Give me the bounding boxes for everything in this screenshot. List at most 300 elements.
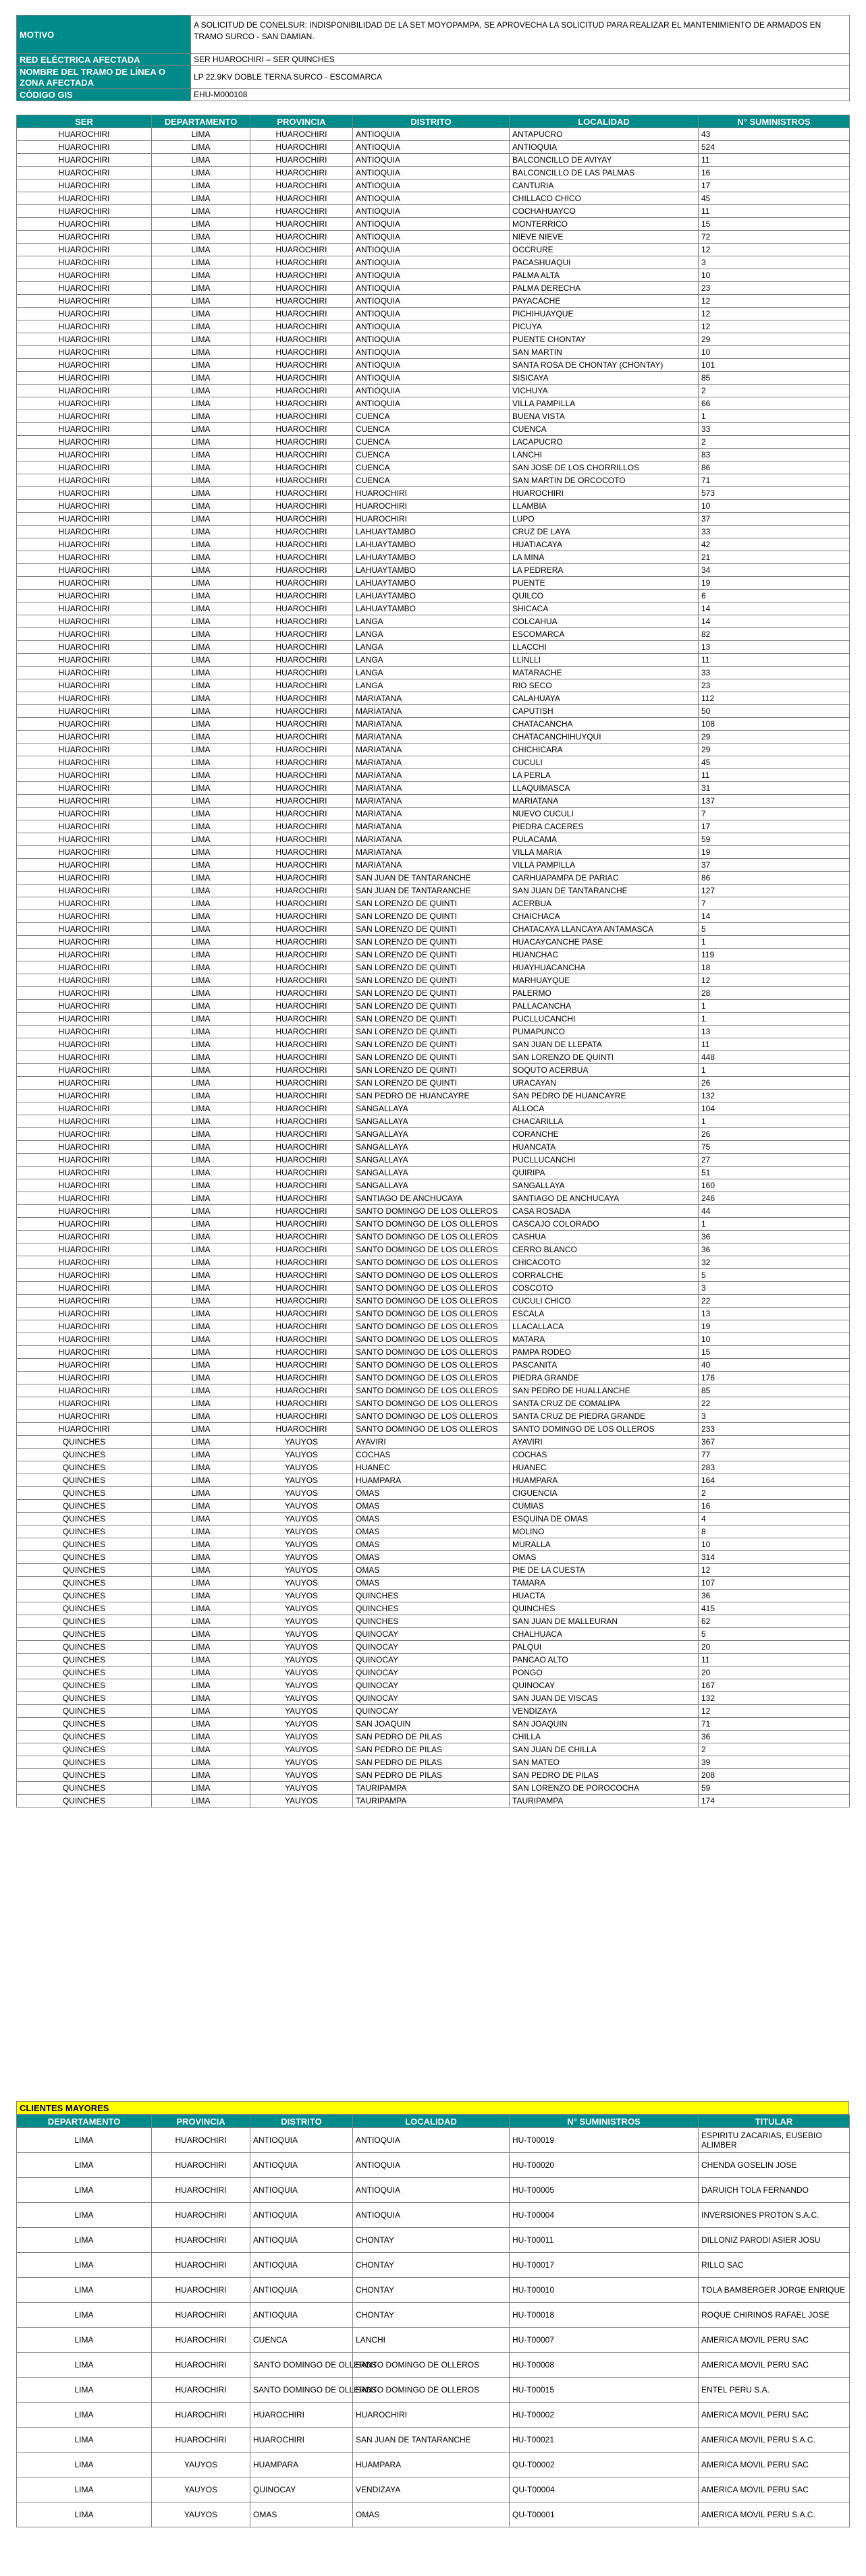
suministros-table-header [17, 115, 850, 128]
table-cell: 75 [699, 1141, 850, 1154]
table-cell: 71 [699, 1718, 850, 1731]
table-cell: LIMA [152, 756, 250, 769]
table-row [17, 1590, 850, 1602]
table-cell: ANTIOQUIA [250, 2278, 353, 2303]
table-cell: TAURIPAMPA [353, 1795, 510, 1808]
table-cell: PANCAO ALTO [510, 1654, 699, 1667]
table-cell: LIMA [152, 654, 250, 667]
table-cell: LANGA [353, 654, 510, 667]
table-row [17, 2428, 850, 2453]
table-cell: HUAROCHIRI [250, 474, 353, 487]
table-cell: 12 [699, 244, 850, 256]
table-cell: HUAROCHIRI [17, 256, 152, 269]
table-cell: HUAROCHIRI [250, 1372, 353, 1384]
table-row [17, 397, 850, 410]
table-cell: HUAROCHIRI [17, 974, 152, 987]
table-cell: LIMA [152, 1295, 250, 1308]
table-cell: CHONTAY [353, 2303, 510, 2328]
table-row [17, 1372, 850, 1384]
table-cell: LIMA [152, 1705, 250, 1718]
table-cell: HUAROCHIRI [250, 346, 353, 359]
table-cell: HUAROCHIRI [510, 487, 699, 500]
table-cell: HU-T00002 [510, 2403, 699, 2428]
table-row [17, 936, 850, 949]
table-cell: ANTIOQUIA [353, 308, 510, 320]
table-cell: HUAROCHIRI [17, 1269, 152, 1282]
table-row [17, 1051, 850, 1064]
table-cell: PUCLLUCANCHI [510, 1013, 699, 1026]
table-cell: LIMA [152, 1372, 250, 1384]
table-cell: HUAROCHIRI [17, 1179, 152, 1192]
table-cell: QUINCHES [17, 1654, 152, 1667]
table-row [17, 487, 850, 500]
table-cell: MATARACHE [510, 667, 699, 679]
table-cell: LIMA [152, 859, 250, 872]
table-cell: ANTIOQUIA [353, 141, 510, 154]
table-cell: 5 [699, 1628, 850, 1641]
table-cell: HUAROCHIRI [250, 231, 353, 244]
table-row [17, 564, 850, 577]
table-cell: MARIATANA [353, 795, 510, 808]
table-cell: SANGALLAYA [353, 1128, 510, 1141]
table-cell: LLAMBIA [510, 500, 699, 513]
table-cell: MARIATANA [353, 731, 510, 744]
table-row [17, 1436, 850, 1449]
table-cell: LIMA [17, 2228, 152, 2253]
table-cell: HUAROCHIRI [250, 513, 353, 526]
table-row [17, 538, 850, 551]
table-cell: QUINOCAY [353, 1667, 510, 1679]
table-cell: 85 [699, 1384, 850, 1397]
table-row [17, 1551, 850, 1564]
table-cell: LIMA [152, 987, 250, 1000]
table-cell: HUAROCHIRI [17, 538, 152, 551]
table-cell: SANTA ROSA DE CHONTAY (CHONTAY) [510, 359, 699, 372]
table-row [17, 551, 850, 564]
table-cell: 3 [699, 1410, 850, 1423]
table-cell: MARIATANA [353, 820, 510, 833]
table-cell: SAN MARTIN DE ORCOCOTO [510, 474, 699, 487]
table-row [17, 2403, 850, 2428]
table-cell: HUAROCHIRI [250, 1333, 353, 1346]
table-cell: YAUYOS [250, 1590, 353, 1602]
table-cell: COCHAS [510, 1449, 699, 1461]
table-row [17, 436, 850, 449]
table-cell: HUAROCHIRI [17, 756, 152, 769]
table-cell: LIMA [152, 449, 250, 461]
table-cell: QUINCHES [17, 1500, 152, 1513]
table-cell: LIMA [152, 961, 250, 974]
table-cell: CUENCA [353, 423, 510, 436]
table-row [17, 1782, 850, 1795]
table-cell: 7 [699, 897, 850, 910]
table-cell: AMERICA MOVIL PERU S.A.C. [699, 2502, 850, 2527]
table-cell: 42 [699, 538, 850, 551]
table-cell: SANTO DOMINGO DE LOS OLLEROS [353, 1397, 510, 1410]
table-cell: SAN LORENZO DE QUINTI [353, 1013, 510, 1026]
table-cell: SISICAYA [510, 372, 699, 385]
table-cell: YAUYOS [250, 1474, 353, 1487]
table-cell: HUAROCHIRI [250, 1346, 353, 1359]
table-row [17, 679, 850, 692]
table-cell: 20 [699, 1641, 850, 1654]
column-header: DISTRITO [250, 2115, 353, 2128]
table-cell: ENTEL PERU S.A. [699, 2378, 850, 2403]
table-cell: ESPIRITU ZACARIAS, EUSEBIO ALIMBER [699, 2128, 850, 2153]
table-cell: LIMA [152, 923, 250, 936]
table-cell: 36 [699, 1231, 850, 1243]
table-cell: AMERICA MOVIL PERU SAC [699, 2328, 850, 2353]
table-cell: YAUYOS [250, 1461, 353, 1474]
info-value: LP 22.9KV DOBLE TERNA SURCO - ESCOMARCA [191, 66, 850, 89]
table-row [17, 1410, 850, 1423]
table-cell: QUINCHES [17, 1551, 152, 1564]
column-header: N° SUMINISTROS [699, 115, 850, 128]
table-cell: 119 [699, 949, 850, 961]
table-row [17, 205, 850, 218]
table-row [17, 282, 850, 295]
table-cell: LAHUAYTAMBO [353, 577, 510, 590]
table-cell: HUAROCHIRI [250, 397, 353, 410]
table-cell: LANCHI [353, 2328, 510, 2353]
table-row [17, 923, 850, 936]
table-cell: 415 [699, 1602, 850, 1615]
table-cell: SANTO DOMINGO DE LOS OLLEROS [353, 1346, 510, 1359]
table-cell: HUAROCHIRI [17, 487, 152, 500]
table-row [17, 590, 850, 603]
table-cell: SAN LORENZO DE QUINTI [353, 974, 510, 987]
table-row [17, 1795, 850, 1808]
table-cell: HUAROCHIRI [17, 872, 152, 885]
table-cell: HUAROCHIRI [250, 372, 353, 385]
table-cell: HUAROCHIRI [17, 808, 152, 820]
table-cell: OMAS [353, 1538, 510, 1551]
table-row [17, 167, 850, 179]
table-row [17, 2378, 850, 2403]
table-cell: LIMA [152, 461, 250, 474]
table-cell: CHONTAY [353, 2278, 510, 2303]
table-row [17, 2328, 850, 2353]
suministros-table [16, 115, 850, 1808]
table-cell: HUAROCHIRI [17, 744, 152, 756]
table-cell: HUAROCHIRI [17, 1192, 152, 1205]
column-header: LOCALIDAD [510, 115, 699, 128]
table-cell: CUENCA [250, 2328, 353, 2353]
table-row [17, 808, 850, 820]
table-cell: 1 [699, 1218, 850, 1231]
table-row [17, 2278, 850, 2303]
table-cell: SANTO DOMINGO DE OLLEROS [250, 2353, 353, 2378]
table-cell: LIMA [152, 1154, 250, 1167]
table-cell: HUAROCHIRI [17, 1308, 152, 1320]
table-cell: LIMA [152, 1692, 250, 1705]
table-cell: LIMA [152, 1205, 250, 1218]
table-cell: 13 [699, 1026, 850, 1038]
table-cell: SAN JOSE DE LOS CHORRILLOS [510, 461, 699, 474]
table-cell: 22 [699, 1397, 850, 1410]
table-cell: YAUYOS [250, 1692, 353, 1705]
table-cell: ANTAPUCRO [510, 128, 699, 141]
table-cell: SANTO DOMINGO DE LOS OLLEROS [353, 1423, 510, 1436]
table-cell: 10 [699, 1333, 850, 1346]
table-cell: HUAROCHIRI [250, 1167, 353, 1179]
table-cell: CHALHUACA [510, 1628, 699, 1641]
table-cell: ANTIOQUIA [353, 269, 510, 282]
table-cell: LIMA [17, 2253, 152, 2278]
table-cell: HUAMPARA [353, 2453, 510, 2477]
table-cell: 1 [699, 1013, 850, 1026]
table-cell: SAN PEDRO DE PILAS [353, 1769, 510, 1782]
info-row [17, 89, 850, 101]
table-cell: LIMA [152, 1756, 250, 1769]
table-cell: SANGALLAYA [353, 1102, 510, 1115]
table-cell: 44 [699, 1205, 850, 1218]
table-cell: LIMA [152, 1051, 250, 1064]
table-cell: LIMA [17, 2453, 152, 2477]
table-cell: LIMA [152, 1397, 250, 1410]
table-cell: LIMA [152, 1282, 250, 1295]
table-cell: HUAROCHIRI [17, 1372, 152, 1384]
table-cell: PULACAMA [510, 833, 699, 846]
table-cell: ANTIOQUIA [250, 2178, 353, 2203]
table-cell: LIMA [152, 1769, 250, 1782]
table-cell: CHICACOTO [510, 1256, 699, 1269]
table-cell: 62 [699, 1615, 850, 1628]
table-cell: ROQUE CHIRINOS RAFAEL JOSE [699, 2303, 850, 2328]
table-row [17, 1038, 850, 1051]
table-cell: BALCONCILLO DE LAS PALMAS [510, 167, 699, 179]
table-cell: HUAROCHIRI [250, 654, 353, 667]
info-value: A SOLICITUD DE CONELSUR: INDISPONIBILIDAD DE LA SET MOYOPAMPA, SE APROVECHA LA SOLICITUD PARA REALIZAR EL MANTENIMIENTO DE ARMADOS EN TRAMO SURCO - SAN DAMIAN. [191, 16, 850, 54]
table-cell: SAN JUAN DE LLEPATA [510, 1038, 699, 1051]
table-cell: HUAROCHIRI [17, 833, 152, 846]
table-cell: HUAROCHIRI [17, 359, 152, 372]
table-row [17, 2128, 850, 2153]
table-cell: HUAROCHIRI [250, 192, 353, 205]
table-cell: CORRALCHE [510, 1269, 699, 1282]
table-cell: HUAROCHIRI [17, 795, 152, 808]
table-cell: CASHUA [510, 1231, 699, 1243]
table-cell: SAN LORENZO DE QUINTI [353, 1077, 510, 1090]
table-cell: LA MINA [510, 551, 699, 564]
table-cell: LIMA [152, 256, 250, 269]
table-cell: HUAROCHIRI [152, 2353, 250, 2378]
table-row [17, 2203, 850, 2228]
table-row [17, 2153, 850, 2178]
table-cell: LIMA [152, 1782, 250, 1795]
table-cell: CHENDA GOSELIN JOSE [699, 2153, 850, 2178]
table-cell: 13 [699, 1308, 850, 1320]
table-cell: LANGA [353, 667, 510, 679]
table-cell: LIMA [152, 359, 250, 372]
table-cell: SANTO DOMINGO DE LOS OLLEROS [353, 1410, 510, 1423]
table-cell: CHONTAY [353, 2253, 510, 2278]
table-cell: HUAROCHIRI [250, 910, 353, 923]
table-cell: QUINCHES [17, 1667, 152, 1679]
table-cell: SANTO DOMINGO DE LOS OLLEROS [353, 1256, 510, 1269]
table-cell: LIMA [152, 1577, 250, 1590]
column-header: DISTRITO [353, 115, 510, 128]
table-cell: 77 [699, 1449, 850, 1461]
table-cell: 26 [699, 1077, 850, 1090]
table-cell: QUINCHES [17, 1795, 152, 1808]
table-cell: CRUZ DE LAYA [510, 526, 699, 538]
table-cell: HUAROCHIRI [250, 885, 353, 897]
table-cell: HUAROCHIRI [250, 154, 353, 167]
table-cell: LIMA [152, 1231, 250, 1243]
table-cell: PIEDRA CACERES [510, 820, 699, 833]
table-cell: HUAROCHIRI [250, 1192, 353, 1205]
table-cell: HUAROCHIRI [250, 564, 353, 577]
table-cell: SANGALLAYA [353, 1115, 510, 1128]
table-cell: MARIATANA [353, 782, 510, 795]
table-cell: LIMA [152, 1128, 250, 1141]
table-row [17, 987, 850, 1000]
table-cell: CORANCHE [510, 1128, 699, 1141]
info-label: CÓDIGO GIS [17, 89, 191, 101]
table-cell: HUAROCHIRI [17, 564, 152, 577]
table-cell: LIMA [152, 782, 250, 795]
table-cell: YAUYOS [250, 1487, 353, 1500]
table-cell: PALMA DERECHA [510, 282, 699, 295]
table-cell: LIMA [152, 1602, 250, 1615]
table-cell: CUENCA [353, 449, 510, 461]
table-cell: LIMA [152, 641, 250, 654]
table-cell: LAHUAYTAMBO [353, 564, 510, 577]
table-cell: HUAROCHIRI [17, 961, 152, 974]
table-cell: 83 [699, 449, 850, 461]
table-cell: HUAROCHIRI [17, 820, 152, 833]
table-cell: LLINLLI [510, 654, 699, 667]
table-cell: LIMA [152, 128, 250, 141]
table-row [17, 218, 850, 231]
table-cell: ESQUINA DE OMAS [510, 1513, 699, 1525]
table-cell: 72 [699, 231, 850, 244]
table-row [17, 872, 850, 885]
table-row [17, 615, 850, 628]
table-cell: PACASHUAQUI [510, 256, 699, 269]
table-cell: SAN LORENZO DE QUINTI [353, 897, 510, 910]
table-cell: HUAROCHIRI [250, 1218, 353, 1231]
table-cell: CHATACANCHA [510, 718, 699, 731]
table-cell: HUAROCHIRI [250, 1141, 353, 1154]
table-cell: HUAROCHIRI [250, 308, 353, 320]
table-cell: QUINOCAY [353, 1679, 510, 1692]
table-cell: SAN JUAN DE TANTARANCHE [353, 2428, 510, 2453]
table-cell: HUAROCHIRI [17, 282, 152, 295]
table-cell: LIMA [152, 795, 250, 808]
table-row [17, 2178, 850, 2203]
table-cell: HUAROCHIRI [250, 1115, 353, 1128]
table-cell: 36 [699, 1590, 850, 1602]
table-cell: LIMA [152, 1731, 250, 1743]
table-cell: 10 [699, 1538, 850, 1551]
table-cell: 11 [699, 1654, 850, 1667]
table-cell: 12 [699, 1564, 850, 1577]
table-cell: OMAS [510, 1551, 699, 1564]
table-cell: OMAS [353, 1513, 510, 1525]
table-cell: HUAROCHIRI [17, 244, 152, 256]
table-row [17, 1667, 850, 1679]
table-cell: LAHUAYTAMBO [353, 603, 510, 615]
table-cell: HUAROCHIRI [17, 500, 152, 513]
table-cell: YAUYOS [250, 1538, 353, 1551]
table-cell: HUAROCHIRI [17, 1013, 152, 1026]
table-cell: ANTIOQUIA [353, 205, 510, 218]
table-row [17, 897, 850, 910]
table-cell: SAN PEDRO DE HUANCAYRE [510, 1090, 699, 1102]
table-cell: LIMA [152, 1359, 250, 1372]
table-cell: QUINCHES [17, 1756, 152, 1769]
table-cell: HUAROCHIRI [250, 782, 353, 795]
table-row [17, 1320, 850, 1333]
table-cell: PUENTE CHONTAY [510, 333, 699, 346]
table-cell: AMERICA MOVIL PERU SAC [699, 2353, 850, 2378]
table-cell: 1 [699, 410, 850, 423]
table-cell: QUINOCAY [353, 1641, 510, 1654]
table-cell: AMERICA MOVIL PERU SAC [699, 2477, 850, 2502]
table-cell: HUAROCHIRI [152, 2128, 250, 2153]
table-cell: HUAROCHIRI [250, 1320, 353, 1333]
table-cell: HUAROCHIRI [17, 474, 152, 487]
table-cell: LIMA [152, 1513, 250, 1525]
clientes-mayores-body [17, 2128, 850, 2527]
table-cell: CUENCA [353, 474, 510, 487]
table-cell: HUAROCHIRI [250, 756, 353, 769]
table-cell: MARHUAYQUE [510, 974, 699, 987]
table-row [17, 320, 850, 333]
table-cell: LIMA [152, 1667, 250, 1679]
table-cell: INVERSIONES PROTON S.A.C. [699, 2203, 850, 2228]
table-cell: LIMA [152, 1410, 250, 1423]
table-cell: HUAROCHIRI [250, 333, 353, 346]
table-cell: MARIATANA [353, 705, 510, 718]
table-cell: HUAROCHIRI [17, 987, 152, 1000]
table-cell: SANTO DOMINGO DE LOS OLLEROS [353, 1359, 510, 1372]
table-cell: HUAROCHIRI [250, 795, 353, 808]
table-cell: LIMA [152, 1077, 250, 1090]
table-cell: TAURIPAMPA [353, 1782, 510, 1795]
table-cell: SAN LORENZO DE POROCOCHA [510, 1782, 699, 1795]
column-header: LOCALIDAD [353, 2115, 510, 2128]
table-cell: HUAROCHIRI [17, 846, 152, 859]
table-cell: LIMA [152, 1026, 250, 1038]
table-cell: BALCONCILLO DE AVIYAY [510, 154, 699, 167]
table-cell: 5 [699, 923, 850, 936]
table-cell: QUINCHES [353, 1590, 510, 1602]
table-cell: HUAROCHIRI [17, 936, 152, 949]
table-row [17, 961, 850, 974]
table-cell: LIMA [152, 833, 250, 846]
table-cell: HUAROCHIRI [250, 423, 353, 436]
table-cell: QUINCHES [17, 1615, 152, 1628]
table-cell: HUAROCHIRI [250, 1205, 353, 1218]
table-cell: LIMA [152, 1102, 250, 1115]
table-cell: ANTIOQUIA [353, 244, 510, 256]
table-cell: HUAROCHIRI [17, 1205, 152, 1218]
table-cell: PIEDRA GRANDE [510, 1372, 699, 1384]
table-cell: HUANEC [353, 1461, 510, 1474]
table-cell: 34 [699, 564, 850, 577]
table-cell: HUAROCHIRI [17, 167, 152, 179]
table-cell: HUAROCHIRI [250, 1077, 353, 1090]
table-cell: LIMA [152, 1474, 250, 1487]
table-cell: SAN PEDRO DE HUALLANCHE [510, 1384, 699, 1397]
table-cell: HUAROCHIRI [17, 320, 152, 333]
table-cell: HUAROCHIRI [250, 577, 353, 590]
table-cell: HUAROCHIRI [250, 410, 353, 423]
table-row [17, 949, 850, 961]
